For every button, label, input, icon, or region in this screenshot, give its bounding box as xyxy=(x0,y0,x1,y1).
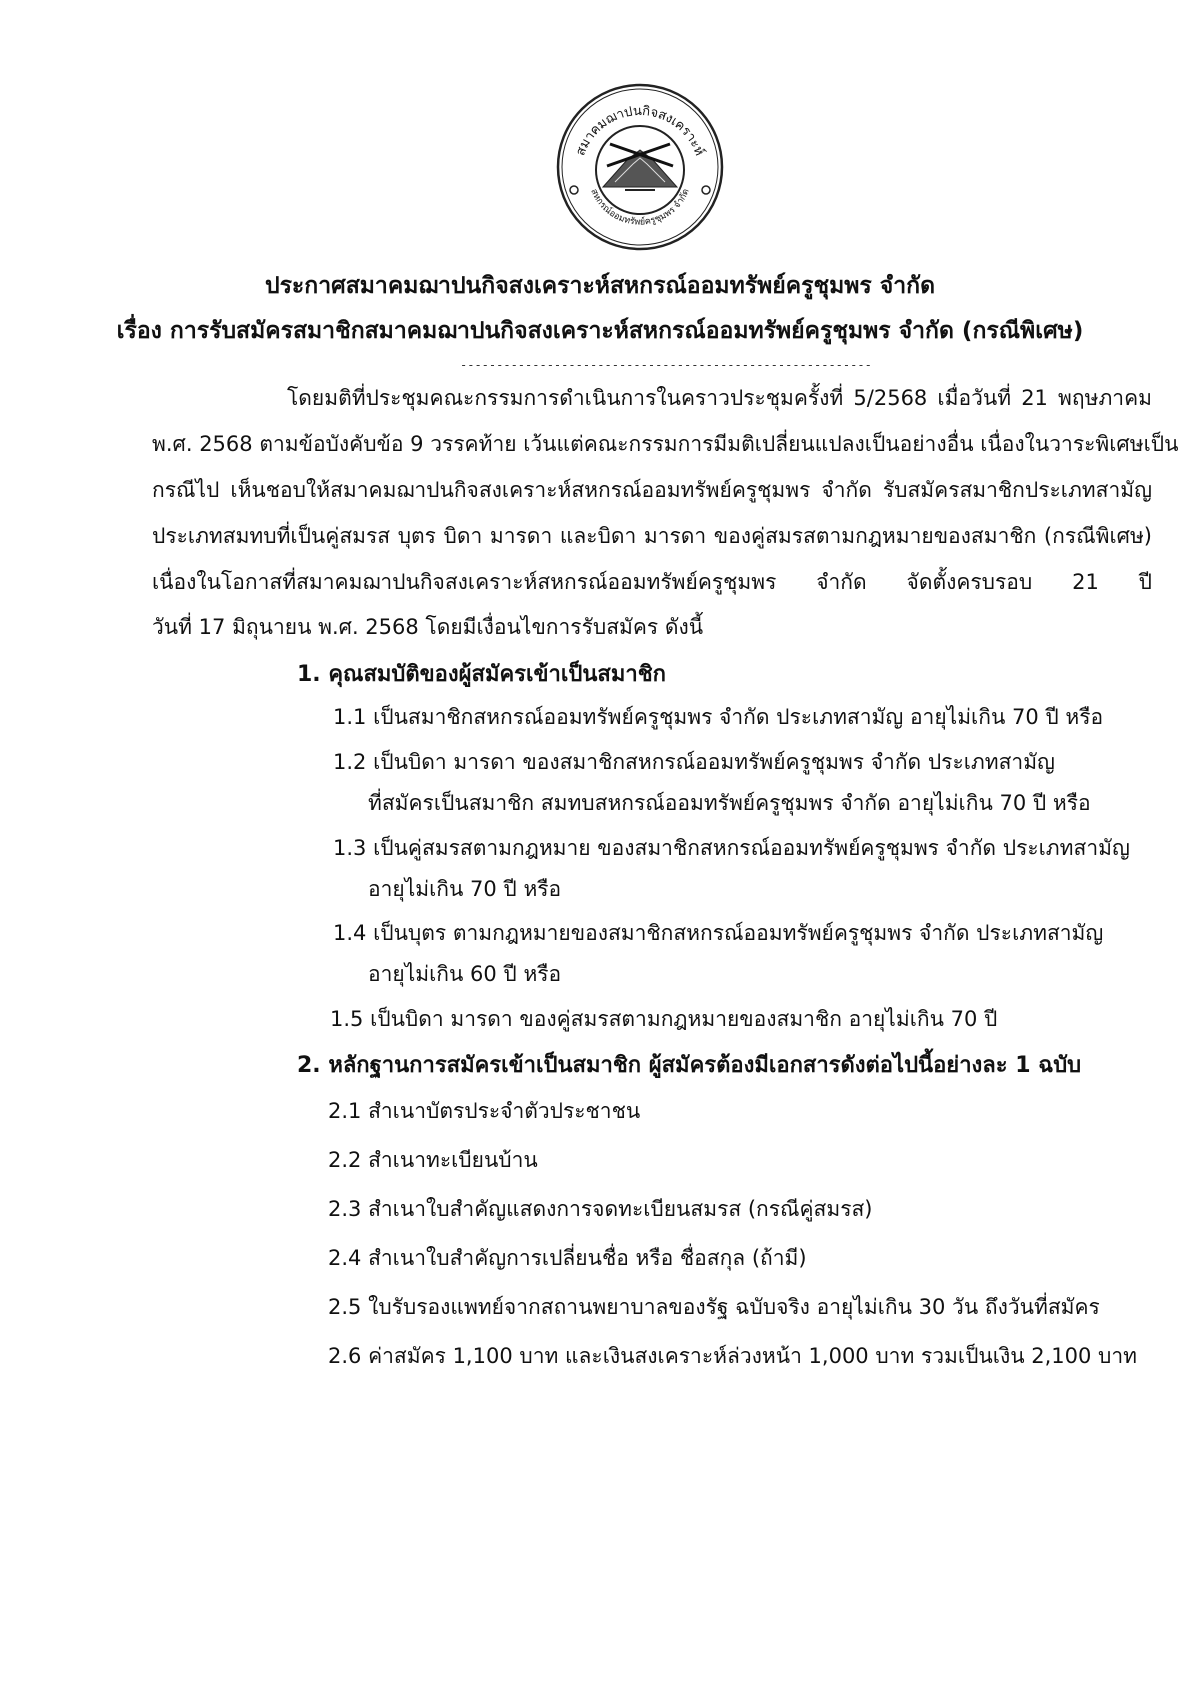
seal-top-text: สมาคมฌาปนกิจสงเคราะห์ xyxy=(573,103,707,158)
intro-line: ประเภทสมทบที่เป็นคู่สมรส บุตร บิดา มารดา และบิดา มารดา ของคู่สมรสตามกฎหมายของสมาชิก (กรณีพิเศษ) xyxy=(152,524,1152,548)
section-2-item: 2.4 สำเนาใบสำคัญการเปลี่ยนชื่อ หรือ ชื่อสกุล (ถ้ามี) xyxy=(328,1246,807,1270)
section-2-item: 2.1 สำเนาบัตรประจำตัวประชาชน xyxy=(328,1099,641,1123)
association-seal-logo xyxy=(555,82,725,252)
intro-line: เนื่องในโอกาสที่สมาคมฌาปนกิจสงเคราะห์สหกรณ์ออมทรัพย์ครูชุมพร จำกัด จัดตั้งครบรอบ 21 ปี xyxy=(152,570,1152,594)
intro-line: โดยมติที่ประชุมคณะกรรมการดำเนินการในคราวประชุมครั้งที่ 5/2568 เมื่อวันที่ 21 พฤษภาคม xyxy=(287,386,1152,410)
section-1-item: 1.4 เป็นบุตร ตามกฎหมายของสมาชิกสหกรณ์ออมทรัพย์ครูชุมพร จำกัด ประเภทสามัญ xyxy=(333,921,1104,945)
seal-bottom-text: สหกรณ์ออมทรัพย์ครูชุมพร จำกัด xyxy=(588,187,692,228)
section-1-item: 1.3 เป็นคู่สมรสตามกฎหมาย ของสมาชิกสหกรณ์ออมทรัพย์ครูชุมพร จำกัด ประเภทสามัญ xyxy=(333,836,1130,860)
title-divider: --------------------------------------------------------- xyxy=(460,358,872,372)
section-2-item: 2.2 สำเนาทะเบียนบ้าน xyxy=(328,1148,538,1172)
section-1-item-continuation: อายุไม่เกิน 60 ปี หรือ xyxy=(368,962,562,986)
section-2-heading: 2. หลักฐานการสมัครเข้าเป็นสมาชิก ผู้สมัครต้องมีเอกสารดังต่อไปนี้อย่างละ 1 ฉบับ xyxy=(297,1053,1082,1078)
intro-line: พ.ศ. 2568 ตามข้อบังคับข้อ 9 วรรคท้าย เว้นแต่คณะกรรมการมีมติเปลี่ยนแปลงเป็นอย่างอื่น เนื่องในวาระพิเศษเป็น xyxy=(152,432,1179,456)
intro-line: กรณีไป เห็นชอบให้สมาคมฌาปนกิจสงเคราะห์สหกรณ์ออมทรัพย์ครูชุมพร จำกัด รับสมัครสมาชิกประเภทสามัญ xyxy=(152,478,1152,502)
section-2-item: 2.5 ใบรับรองแพทย์จากสถานพยาบาลของรัฐ ฉบับจริง อายุไม่เกิน 30 วัน ถึงวันที่สมัคร xyxy=(328,1295,1100,1319)
section-1-item-continuation: อายุไม่เกิน 70 ปี หรือ xyxy=(368,877,562,901)
section-1-item: 1.2 เป็นบิดา มารดา ของสมาชิกสหกรณ์ออมทรัพย์ครูชุมพร จำกัด ประเภทสามัญ xyxy=(333,750,1055,774)
section-2-item: 2.3 สำเนาใบสำคัญแสดงการจดทะเบียนสมรส (กรณีคู่สมรส) xyxy=(328,1197,873,1221)
section-1-item: 1.5 เป็นบิดา มารดา ของคู่สมรสตามกฎหมายของสมาชิก อายุไม่เกิน 70 ปี xyxy=(330,1007,998,1031)
intro-line: วันที่ 17 มิถุนายน พ.ศ. 2568 โดยมีเงื่อนไขการรับสมัคร ดังนี้ xyxy=(152,615,704,639)
section-1-heading: 1. คุณสมบัติของผู้สมัครเข้าเป็นสมาชิก xyxy=(297,662,666,687)
section-2-item: 2.6 ค่าสมัคร 1,100 บาท และเงินสงเคราะห์ล่วงหน้า 1,000 บาท รวมเป็นเงิน 2,100 บาท xyxy=(328,1344,1137,1368)
announcement-title: ประกาศสมาคมฌาปนกิจสงเคราะห์สหกรณ์ออมทรัพย์ครูชุมพร จำกัด xyxy=(264,273,936,299)
announcement-subject: เรื่อง การรับสมัครสมาชิกสมาคมฌาปนกิจสงเคราะห์สหกรณ์ออมทรัพย์ครูชุมพร จำกัด (กรณีพิเศษ) xyxy=(116,318,1084,344)
section-1-item-continuation: ที่สมัครเป็นสมาชิก สมทบสหกรณ์ออมทรัพย์ครูชุมพร จำกัด อายุไม่เกิน 70 ปี หรือ xyxy=(368,791,1091,815)
section-1-item: 1.1 เป็นสมาชิกสหกรณ์ออมทรัพย์ครูชุมพร จำกัด ประเภทสามัญ อายุไม่เกิน 70 ปี หรือ xyxy=(333,705,1104,729)
